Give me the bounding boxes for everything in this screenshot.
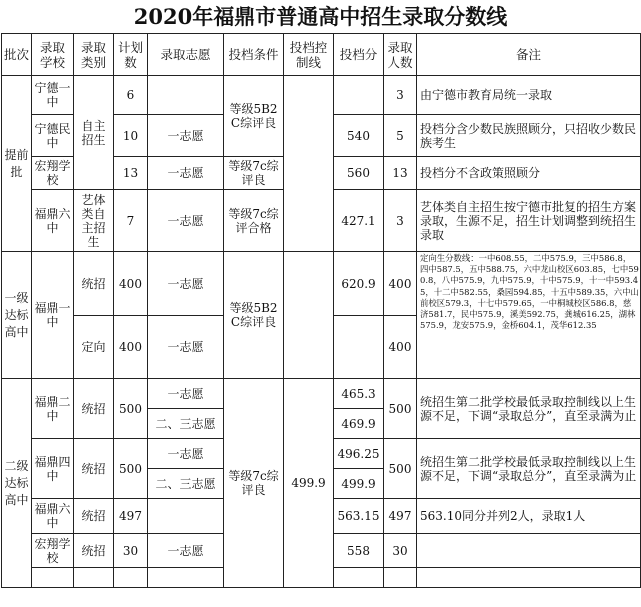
batch-cell: 二级达标高中 [2,379,32,588]
score-cell: 496.25 [334,439,384,469]
header-cell: 录取志愿 [148,34,224,76]
plan-cell [114,568,148,588]
note-cell: 投档分含少数民族照顾分，只招收少数民族考生 [417,115,641,157]
score-cell: 563.15 [334,499,384,534]
category-cell [74,568,114,588]
table-row [2,252,641,316]
condition-cell: 等级7c综评良 [224,379,284,588]
admitted-cell: 500 [384,379,417,439]
admitted-cell: 500 [384,439,417,499]
score-cell: 620.9 [334,252,384,316]
plan-cell: 500 [114,439,148,499]
volunteer-cell: 一志愿 [148,190,224,252]
note-cell: 投档分不含政策照顾分 [417,157,641,190]
admitted-cell: 5 [384,115,417,157]
table-row [2,379,641,409]
admitted-cell: 13 [384,157,417,190]
control-line-cell [284,252,334,379]
plan-cell: 13 [114,157,148,190]
note-cell [417,534,641,568]
school-cell: 宏翔学校 [32,534,74,568]
plan-cell: 30 [114,534,148,568]
category-cell: 艺体类自主招生 [74,190,114,252]
score-cell: 540 [334,115,384,157]
plan-cell: 10 [114,115,148,157]
score-cell: 499.9 [334,469,384,499]
school-cell: 宏翔学校 [32,157,74,190]
note-cell: 统招生第二批学校最低录取控制线以上生源不足，下调“录取总分”，直至录满为止 [417,379,641,439]
header-cell: 备注 [417,34,641,76]
category-cell: 统招 [74,252,114,316]
category-cell: 统招 [74,499,114,534]
table-row [2,76,641,115]
admitted-cell: 497 [384,499,417,534]
plan-cell: 7 [114,190,148,252]
admitted-cell: 400 [384,252,417,316]
category-cell: 定向 [74,316,114,379]
score-cell: 427.1 [334,190,384,252]
note-cell: 艺体类自主招生按宁德市批复的招生方案录取，生源不足，招生计划调整到统招生录取 [417,190,641,252]
plan-cell: 400 [114,316,148,379]
condition-cell: 等级5B2C综评良 [224,76,284,157]
volunteer-cell: 一志愿 [148,534,224,568]
volunteer-cell: 一志愿 [148,115,224,157]
condition-cell: 等级7c综评良 [224,157,284,190]
volunteer-cell: 二、三志愿 [148,409,224,439]
condition-cell: 等级7c综评合格 [224,190,284,252]
score-cell [334,316,384,379]
header-cell: 投档控制线 [284,34,334,76]
volunteer-cell: 一志愿 [148,379,224,409]
volunteer-cell: 一志愿 [148,157,224,190]
volunteer-cell: 一志愿 [148,316,224,379]
admission-score-table [1,33,641,588]
header-cell: 批次 [2,34,32,76]
admitted-cell: 30 [384,534,417,568]
school-cell: 宁德一中 [32,76,74,115]
header-row [2,34,641,76]
header-cell: 投档分 [334,34,384,76]
control-line-cell: 499.9 [284,379,334,588]
volunteer-cell: 二、三志愿 [148,469,224,499]
plan-cell: 400 [114,252,148,316]
admitted-cell: 3 [384,190,417,252]
school-cell: 福鼎一中 [32,252,74,379]
note-cell: 定向生分数线：一中608.55，二中575.9，三中586.8，四中587.5，五中588.75，六中龙山校区603.85，七中590.8，八中575.9，九中575.9，十中575.9，十一中593.45，十二中582.55，桑园594.85，十五中589.35，六中山前校区579.3，十七中579.65，一中桐城校区586.8，慈济581.7，民中575.9，溪美592.75，龚城616.25，湖林575.9，龙安575.9，金桥604.1，茂华612.35 [417,252,641,379]
note-cell: 563.10同分并列2人，录取1人 [417,499,641,534]
plan-cell: 500 [114,379,148,439]
score-cell [334,568,384,588]
school-cell: 福鼎六中 [32,499,74,534]
score-cell: 465.3 [334,379,384,409]
condition-cell: 等级5B2C综评良 [224,252,284,379]
score-cell: 469.9 [334,409,384,439]
volunteer-cell [148,499,224,534]
school-cell: 福鼎四中 [32,439,74,499]
score-cell: 560 [334,157,384,190]
batch-cell: 一级达标高中 [2,252,32,379]
note-cell [417,568,641,588]
admitted-cell: 400 [384,316,417,379]
volunteer-cell: 一志愿 [148,439,224,469]
category-cell: 统招 [74,379,114,439]
score-cell: 558 [334,534,384,568]
school-cell: 福鼎六中 [32,190,74,252]
volunteer-cell: 一志愿 [148,252,224,316]
category-cell: 统招 [74,534,114,568]
header-cell: 录取类别 [74,34,114,76]
batch-cell: 提前批 [2,76,32,252]
school-cell: 福鼎二中 [32,379,74,439]
category-cell: 统招 [74,439,114,499]
volunteer-cell [148,76,224,115]
control-line-cell [284,76,334,252]
note-cell: 由宁德市教育局统一录取 [417,76,641,115]
note-cell: 统招生第二批学校最低录取控制线以上生源不足，下调“录取总分”，直至录满为止 [417,439,641,499]
header-cell: 录取人数 [384,34,417,76]
admitted-cell [384,568,417,588]
plan-cell: 497 [114,499,148,534]
header-cell: 计划数 [114,34,148,76]
header-cell: 投档条件 [224,34,284,76]
admitted-cell: 3 [384,76,417,115]
plan-cell: 6 [114,76,148,115]
school-cell: 宁德民中 [32,115,74,157]
volunteer-cell [148,568,224,588]
category-cell: 自主招生 [74,76,114,190]
score-cell [334,76,384,115]
header-cell: 录取学校 [32,34,74,76]
page-title: 2020年福鼎市普通高中招生录取分数线 [133,4,508,29]
school-cell [32,568,74,588]
